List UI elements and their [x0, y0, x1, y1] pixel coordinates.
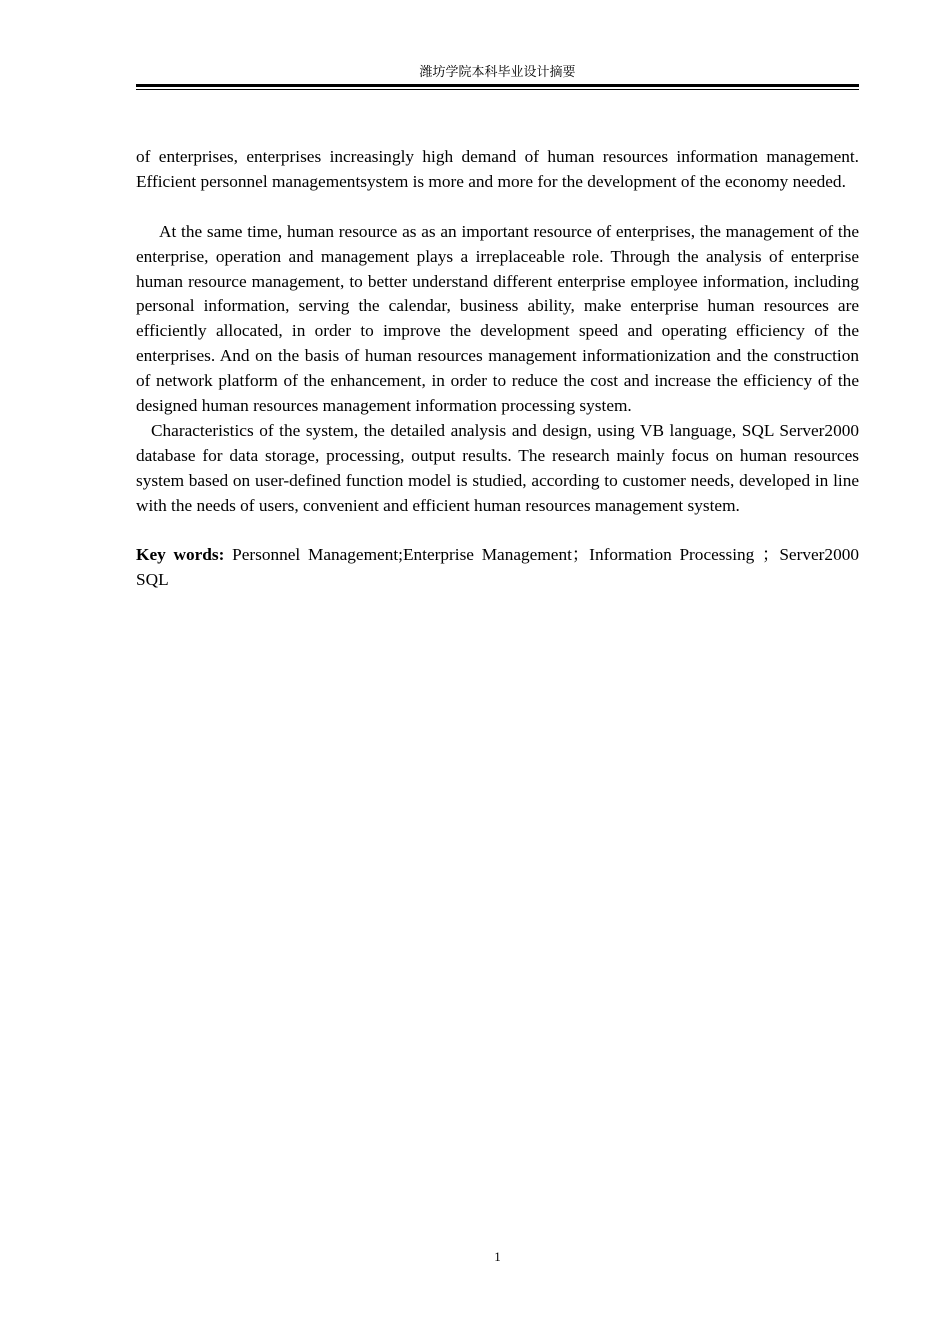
- keywords-line: [136, 543, 859, 593]
- abstract-body: [136, 145, 859, 593]
- paragraph-3: Characteristics of the system, the detailed analysis and design, using VB language, SQL Server2000 database for data storage, processing, output results. The research mainly focus on human resources system based on user-defined function model is studied, according to customer needs, developed in line with the needs of users, convenient and efficient human resources management system.: [136, 420, 859, 515]
- page-number: 1: [494, 1249, 501, 1264]
- paragraph-2: At the same time, human resource as as an important resource of enterprises, the management of the enterprise, operation and management plays a irreplaceable role. Through the analysis of enterprise human resource management, to better understand different enterprise employee information, including personal information, serving the calendar, business ability, make enterprise human resources are efficiently allocated, in order to improve the development speed and operating efficiency of the enterprises. And on the basis of human resources management informationization and the construction of network platform of the enhancement, in order to reduce the cost and increase the efficiency of the designed human resources management information processing system.: [136, 221, 859, 416]
- paragraph-1: of enterprises, enterprises increasingly high demand of human resources information management. Efficient personnel managementsystem is more and more for the development of the economy needed.: [136, 147, 859, 191]
- keywords-text: Personnel Management;Enterprise Management；Information Processing ；Server2000 SQL: [136, 545, 859, 590]
- header-rule-thick: [136, 84, 859, 87]
- page-header: 潍坊学院本科毕业设计摘要: [419, 65, 576, 80]
- header-rule-thin: [136, 89, 859, 90]
- keywords-label: Key words:: [136, 545, 225, 565]
